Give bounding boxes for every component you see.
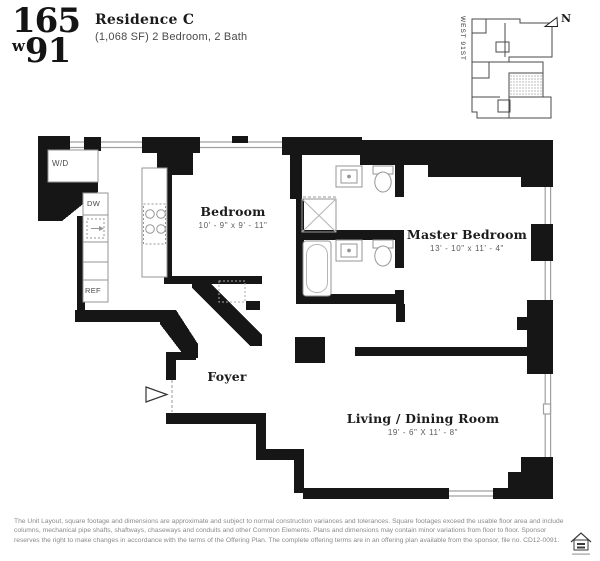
disclaimer-text: The Unit Layout, square footage and dimensions are approximate and subject to normal construction variances and tolerances. Square footages exceed the usable floor area and include columns, mechanical pipe shafts, shaftways, chaseways and conduits and other Common Elements. Plans and dimensions may contain minor variations from floor to floor. Sponsor reserves the right to make changes in accordance with the terms of the Offering Plan. The complete offering terms are in an offering plan available from the sponsor, file no. CD12-0091. — [14, 518, 564, 544]
master-bedroom-name: Master Bedroom — [406, 227, 528, 242]
logo-line2: 91 — [24, 30, 71, 71]
master-bedroom-dimensions: 13' - 10" x 11' - 4" — [430, 244, 504, 253]
bath2-sink-icon — [336, 240, 362, 261]
washer-dryer-label: W/D — [52, 159, 69, 168]
walls — [38, 136, 553, 499]
kitchen-counter — [142, 168, 167, 277]
refrigerator-label: REF — [85, 286, 101, 295]
bedroom-name: Bedroom — [200, 204, 266, 219]
bath2-toilet-icon — [373, 240, 393, 266]
equal-housing-opportunity-icon — [571, 533, 591, 555]
dishwasher-label: DW — [87, 199, 101, 208]
cabinet-box — [83, 242, 108, 262]
keyplan-unit-highlight — [509, 73, 543, 97]
keyplan-map — [472, 19, 552, 118]
residence-title: Residence C — [95, 12, 195, 28]
north-label: N — [561, 12, 572, 25]
oven-box — [83, 215, 108, 242]
foyer-name: Foyer — [207, 369, 247, 384]
bath1-sink-icon — [336, 166, 362, 187]
residence-subtitle: (1,068 SF) 2 Bedroom, 2 Bath — [95, 31, 248, 43]
entry-direction-icon — [146, 387, 167, 402]
building-logo — [12, 1, 80, 71]
bedroom-dimensions: 10' - 9" x 9' - 11" — [198, 221, 268, 230]
living-dining-name: Living / Dining Room — [346, 411, 500, 426]
shower-stall-icon — [302, 199, 336, 232]
bathtub-icon — [303, 241, 331, 296]
logo-line1: 165 — [12, 1, 80, 41]
bath1-toilet-icon — [373, 166, 393, 192]
cabinet-box-2 — [83, 262, 108, 280]
north-arrow-icon — [545, 18, 558, 27]
keyplan-street-label: WEST 91ST — [459, 16, 466, 62]
logo-w: w — [12, 36, 25, 55]
living-dining-dimensions: 19' - 6" X 11' - 8" — [387, 428, 459, 437]
